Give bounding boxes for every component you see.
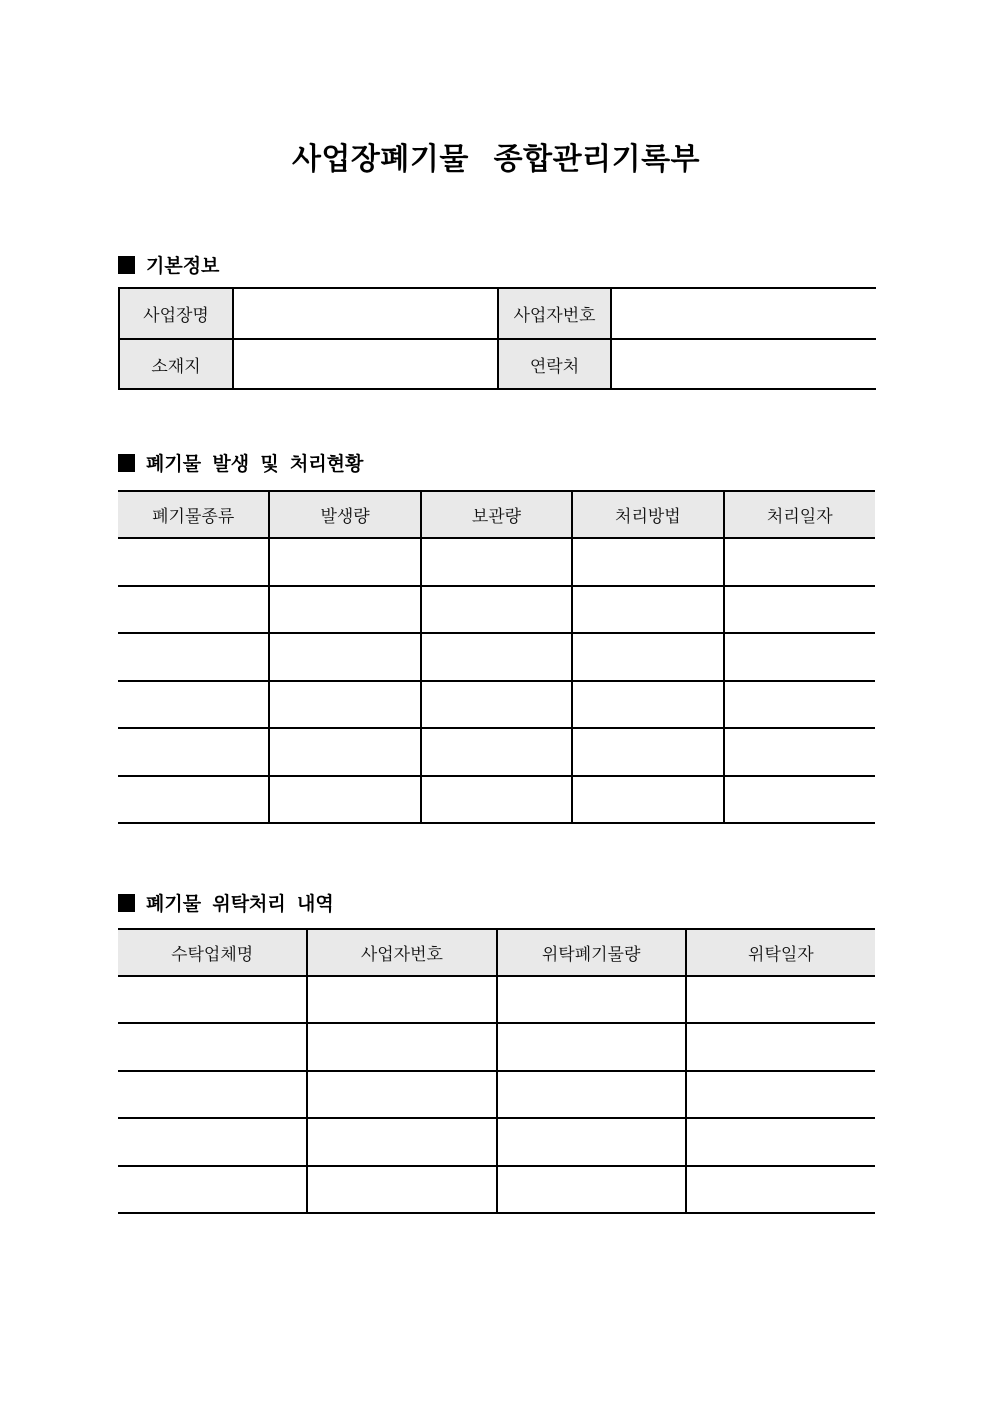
table-cell bbox=[118, 633, 269, 681]
table-header-row bbox=[118, 491, 875, 538]
table-cell bbox=[421, 776, 572, 824]
table-row bbox=[118, 1166, 875, 1213]
table-row bbox=[118, 538, 875, 586]
table-cell bbox=[572, 776, 723, 824]
table-row bbox=[118, 1071, 875, 1118]
table-header-row bbox=[118, 929, 875, 976]
table-cell bbox=[269, 681, 420, 729]
column-header-contractor-name: 수탁업체명 bbox=[118, 929, 307, 976]
section-heading-basic-info bbox=[118, 251, 219, 278]
value-address bbox=[233, 339, 498, 389]
table-row bbox=[119, 339, 876, 389]
table-row bbox=[118, 976, 875, 1023]
table-row bbox=[118, 1023, 875, 1070]
table-row bbox=[118, 728, 875, 776]
table-cell bbox=[724, 633, 875, 681]
table-cell bbox=[269, 538, 420, 586]
value-contact bbox=[611, 339, 876, 389]
label-address: 소재지 bbox=[119, 339, 233, 389]
label-business-name: 사업장명 bbox=[119, 288, 233, 339]
table-cell bbox=[497, 1166, 686, 1213]
waste-status-table bbox=[118, 490, 875, 824]
table-cell bbox=[269, 586, 420, 634]
table-cell bbox=[686, 1166, 875, 1213]
table-cell bbox=[497, 1118, 686, 1165]
table-cell bbox=[421, 633, 572, 681]
table-cell bbox=[572, 728, 723, 776]
column-header-consignment-date: 위탁일자 bbox=[686, 929, 875, 976]
table-cell bbox=[572, 538, 723, 586]
table-cell bbox=[497, 976, 686, 1023]
label-business-number: 사업자번호 bbox=[498, 288, 611, 339]
table-cell bbox=[421, 586, 572, 634]
column-header-treatment-method: 처리방법 bbox=[572, 491, 723, 538]
table-cell bbox=[269, 776, 420, 824]
value-business-number bbox=[611, 288, 876, 339]
table-cell bbox=[118, 586, 269, 634]
consignment-body bbox=[118, 976, 875, 1213]
table-cell bbox=[118, 1166, 307, 1213]
value-business-name bbox=[233, 288, 498, 339]
table-cell bbox=[572, 586, 723, 634]
table-cell bbox=[421, 681, 572, 729]
table-cell bbox=[269, 633, 420, 681]
table-cell bbox=[118, 1023, 307, 1070]
basic-info-table bbox=[118, 287, 876, 390]
table-cell bbox=[118, 976, 307, 1023]
table-row bbox=[118, 633, 875, 681]
section-heading-waste-status bbox=[118, 449, 363, 476]
table-cell bbox=[421, 728, 572, 776]
consignment-table bbox=[118, 928, 875, 1214]
table-cell bbox=[724, 776, 875, 824]
table-cell bbox=[724, 586, 875, 634]
table-cell bbox=[686, 976, 875, 1023]
table-row bbox=[119, 288, 876, 339]
table-cell bbox=[118, 776, 269, 824]
table-row bbox=[118, 586, 875, 634]
column-header-waste-type: 폐기물종류 bbox=[118, 491, 269, 538]
table-cell bbox=[724, 728, 875, 776]
table-cell bbox=[118, 681, 269, 729]
table-cell bbox=[118, 1071, 307, 1118]
table-cell bbox=[572, 681, 723, 729]
section-bullet-icon bbox=[118, 454, 135, 472]
label-contact: 연락처 bbox=[498, 339, 611, 389]
waste-status-body bbox=[118, 538, 875, 823]
table-cell bbox=[724, 538, 875, 586]
table-cell bbox=[307, 1023, 496, 1070]
table-cell bbox=[686, 1071, 875, 1118]
table-row bbox=[118, 776, 875, 824]
table-cell bbox=[269, 728, 420, 776]
section-heading-label: 기본정보 bbox=[146, 256, 220, 277]
table-cell bbox=[686, 1118, 875, 1165]
column-header-business-number: 사업자번호 bbox=[307, 929, 496, 976]
table-cell bbox=[307, 1166, 496, 1213]
table-row bbox=[118, 1118, 875, 1165]
table-cell bbox=[118, 1118, 307, 1165]
table-cell bbox=[724, 681, 875, 729]
section-heading-label: 폐기물 위탁처리 내역 bbox=[146, 894, 334, 915]
table-cell bbox=[307, 1118, 496, 1165]
page-title: 사업장폐기물 종합관리기록부 bbox=[291, 143, 701, 176]
section-bullet-icon bbox=[118, 256, 135, 274]
table-cell bbox=[307, 1071, 496, 1118]
section-bullet-icon bbox=[118, 894, 135, 912]
column-header-treatment-date: 처리일자 bbox=[724, 491, 875, 538]
table-cell bbox=[497, 1071, 686, 1118]
table-cell bbox=[307, 976, 496, 1023]
table-cell bbox=[686, 1023, 875, 1070]
section-heading-consignment bbox=[118, 889, 334, 916]
table-cell bbox=[118, 538, 269, 586]
column-header-stored-amount: 보관량 bbox=[421, 491, 572, 538]
table-row bbox=[118, 681, 875, 729]
column-header-consigned-amount: 위탁폐기물량 bbox=[497, 929, 686, 976]
table-cell bbox=[497, 1023, 686, 1070]
table-cell bbox=[572, 633, 723, 681]
table-cell bbox=[421, 538, 572, 586]
table-cell bbox=[118, 728, 269, 776]
column-header-generated-amount: 발생량 bbox=[269, 491, 420, 538]
section-heading-label: 폐기물 발생 및 처리현황 bbox=[146, 454, 364, 475]
